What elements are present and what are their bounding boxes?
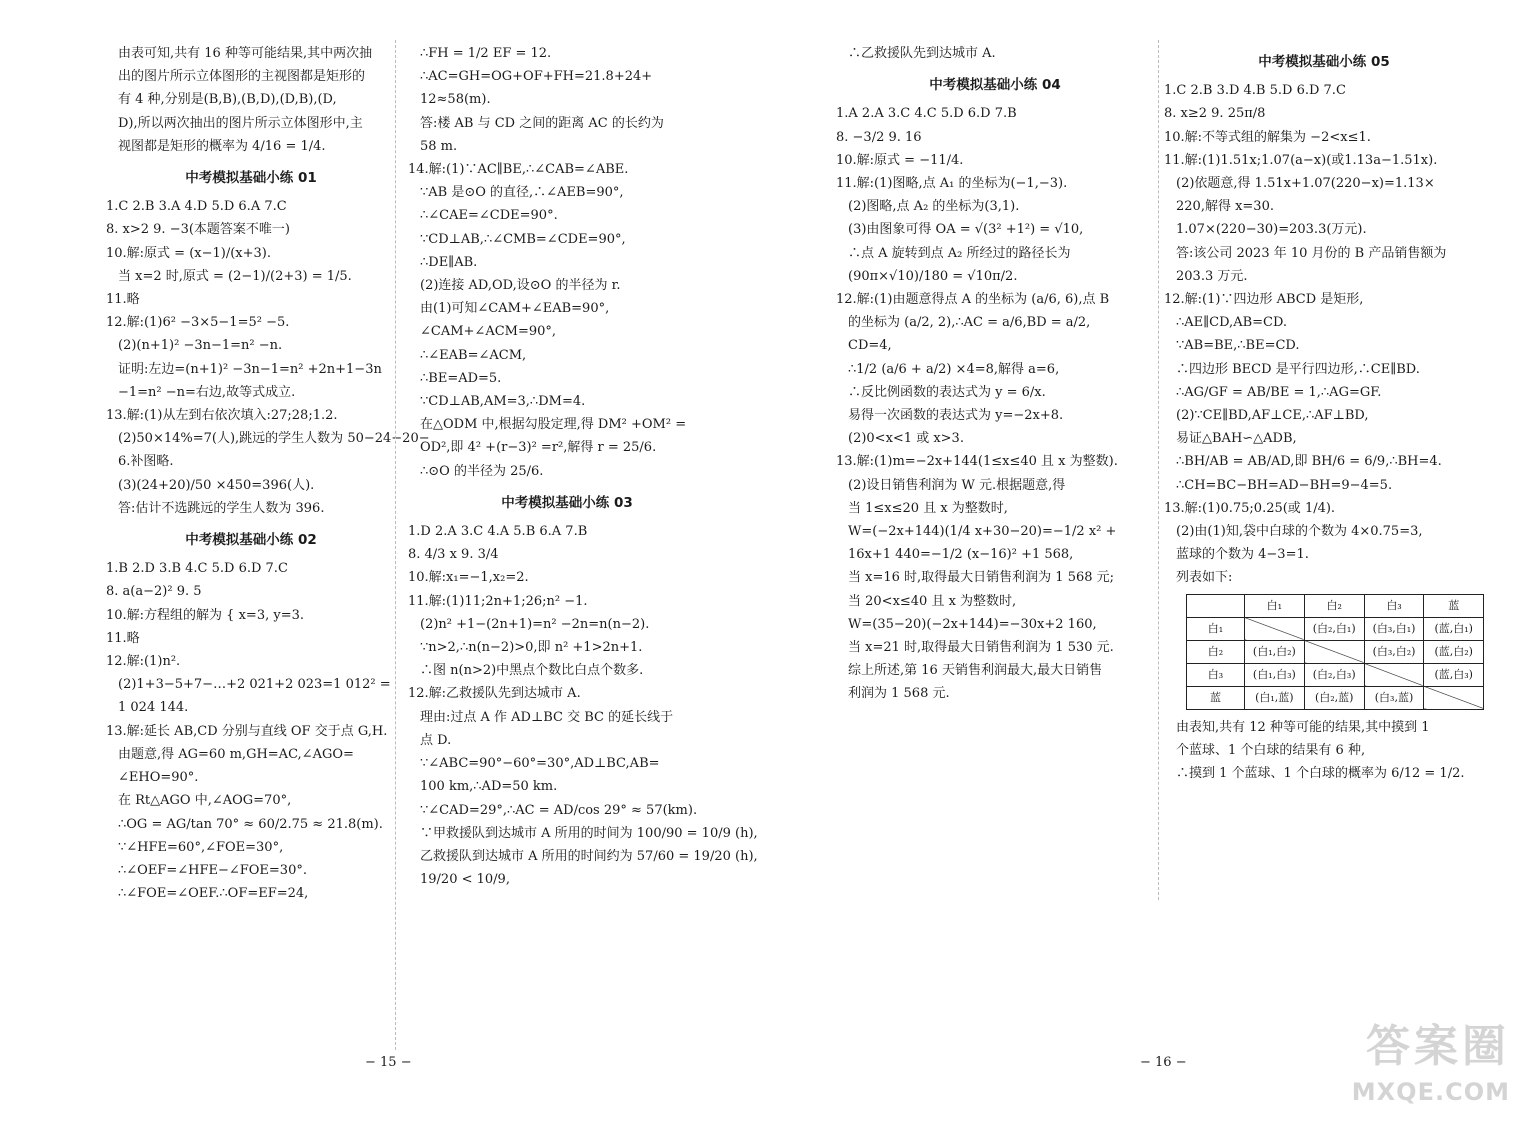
answer-line: ∴AG/GF = AB/BE = 1,∴AG=GF. <box>1176 384 1382 400</box>
watermark-url: MXQE.COM <box>1351 1078 1510 1106</box>
answer-line: D),所以两次抽出的图片所示立体图形中,主 <box>118 115 363 131</box>
answer-line: 19/20 < 10/9, <box>420 872 510 888</box>
column-divider <box>395 40 396 1050</box>
answer-line: 12.解:(1)n². <box>106 654 181 670</box>
answer-line: 蓝球的个数为 4−3=1. <box>1176 547 1309 563</box>
answer-line: 乙救援队到达城市 A 所用的时间约为 57/60 = 19/20 (h), <box>420 848 758 864</box>
answer-line: 由(1)可知∠CAM+∠EAB=90°, <box>420 301 610 317</box>
table-cell: 白₃ <box>1187 663 1245 686</box>
answer-line: 1.A 2.A 3.C 4.C 5.D 6.D 7.B <box>836 106 1017 122</box>
answer-line: 10.解:原式 = −11/4. <box>836 152 964 168</box>
answer-line: 出的图片所示立体图形的主视图都是矩形的 <box>118 69 366 85</box>
answer-line: 11.略 <box>106 630 140 646</box>
table-header-cell: 白₂ <box>1304 594 1364 617</box>
answer-line: (2)图略,点 A₂ 的坐标为(3,1). <box>848 199 1020 215</box>
answer-line: (3)(24+20)/50 ×450=396(人). <box>118 477 315 493</box>
answer-line: 13.解:(1)从左到右依次填入:27;28;1.2. <box>106 408 338 424</box>
table-header-cell: 白₁ <box>1244 594 1304 617</box>
answer-line: 203.3 万元. <box>1176 268 1248 284</box>
page-number-16: − 16 − <box>1140 1055 1187 1070</box>
answer-line: 由表知,共有 12 种等可能的结果,其中摸到 1 <box>1176 719 1430 735</box>
answer-line: 10.解:x₁=−1,x₂=2. <box>408 570 529 586</box>
answer-line: ∴∠OEF=∠HFE−∠FOE=30°. <box>118 862 307 878</box>
answer-line: ∴AC=GH=OG+OF+FH=21.8+24+ <box>420 69 653 85</box>
answer-line: ∴反比例函数的表达式为 y = 6/x. <box>848 384 1046 400</box>
answer-line: ∴BE=AD=5. <box>420 370 502 386</box>
answer-line: 列表如下: <box>1176 570 1233 586</box>
answer-line: 11.解:(1)图略,点 A₁ 的坐标为(−1,−3). <box>836 176 1068 192</box>
answer-line: 当 x=21 时,取得最大日销售利润为 1 530 元. <box>848 640 1114 656</box>
answer-line: 11.略 <box>106 292 140 308</box>
answer-line: ∴乙救援队先到达城市 A. <box>848 46 996 61</box>
answer-line: 利润为 1 568 元. <box>848 686 950 702</box>
table-cell <box>1364 663 1424 686</box>
table-cell: (白₂,白₃) <box>1304 663 1364 686</box>
answer-line: 6.补图略. <box>118 454 174 470</box>
answer-line: ∴AE∥CD,AB=CD. <box>1176 315 1288 331</box>
answer-line: 当 x=2 时,原式 = (2−1)/(2+3) = 1/5. <box>118 268 352 284</box>
answer-line: ∵∠ABC=90°−60°=30°,AD⊥BC,AB= <box>420 756 660 772</box>
answer-line: 个蓝球、1 个白球的结果有 6 种, <box>1176 742 1366 758</box>
answer-line: 理由:过点 A 作 AD⊥BC 交 BC 的延长线于 <box>420 709 674 725</box>
answer-line: 11.解:(1)1.51x;1.07(a−x)(或1.13a−1.51x). <box>1164 152 1438 168</box>
answer-line: ∴∠FOE=∠OEF.∴OF=EF=24, <box>118 886 309 902</box>
table-cell: (白₂,蓝) <box>1304 686 1364 709</box>
table-cell <box>1244 617 1304 640</box>
answer-line: (2)n² +1−(2n+1)=n² −2n=n(n−2). <box>420 616 650 632</box>
table-cell: (白₃,白₂) <box>1364 640 1424 663</box>
answer-line: ∵AB 是⊙O 的直径,∴∠AEB=90°, <box>420 185 624 201</box>
answer-line: ∴图 n(n>2)中黑点个数比白点个数多. <box>420 663 644 679</box>
answer-line: 1 024 144. <box>118 700 189 716</box>
table-cell: 白₂ <box>1187 640 1245 663</box>
answer-line: ∴⊙O 的半径为 25/6. <box>420 463 544 479</box>
answer-line: 8. −3/2 9. 16 <box>836 129 922 145</box>
answer-line: ∴CH=BC−BH=AD−BH=9−4=5. <box>1176 477 1393 493</box>
answer-line: ∵CD⊥AB,∴∠CMB=∠CDE=90°, <box>420 231 626 247</box>
answer-line: 1.C 2.B 3.D 4.B 5.D 6.D 7.C <box>1164 83 1346 99</box>
table-header-row <box>1187 594 1484 617</box>
answer-line: OD²,即 4² +(r−3)² =r²,解得 r = 25/6. <box>420 440 657 456</box>
table-cell: (蓝,白₁) <box>1424 617 1484 640</box>
answer-line: ∵∠CAD=29°,∴AC = AD/cos 29° ≈ 57(km). <box>420 802 698 818</box>
left-column-2 <box>408 42 758 891</box>
answer-line: 12.解:(1)由题意得点 A 的坐标为 (a/6, 6),点 B <box>836 292 1110 308</box>
answer-line: 1.D 2.A 3.C 4.A 5.B 6.A 7.B <box>408 524 588 540</box>
table-row <box>1187 686 1484 709</box>
table-header-cell: 白₃ <box>1364 594 1424 617</box>
answer-line: ∴摸到 1 个蓝球、1 个白球的概率为 6/12 = 1/2. <box>1176 766 1465 782</box>
answer-line: ∠CAM+∠ACM=90°, <box>420 324 557 340</box>
answer-line: W=(−2x+144)(1/4 x+30−20)=−1/2 x² + <box>848 524 1117 540</box>
answer-line: ∴BH/AB = AB/AD,即 BH/6 = 6/9,∴BH=4. <box>1176 454 1442 470</box>
table-cell <box>1304 640 1364 663</box>
answer-line: ∵甲救援队到达城市 A 所用的时间为 100/90 = 10/9 (h), <box>420 825 758 841</box>
answer-line: (2)50×14%=7(人),跳远的学生人数为 50−24−20− <box>118 431 430 447</box>
table-cell: (白₁,白₂) <box>1244 640 1304 663</box>
answer-line: 点 D. <box>420 732 452 748</box>
answer-line: 12.解:(1)6² −3×5−1=5² −5. <box>106 315 290 331</box>
answer-line: ∴FH = 1/2 EF = 12. <box>420 46 552 61</box>
answer-line: 证明:左边=(n+1)² −3n−1=n² +2n+1−3n <box>118 361 382 377</box>
answer-line: 8. 4/3 x 9. 3/4 <box>408 547 499 563</box>
answer-line: ∵n>2,∴n(n−2)>0,即 n² +1>2n+1. <box>420 640 643 656</box>
table-cell: 白₁ <box>1187 617 1245 640</box>
answer-line: 1.C 2.B 3.A 4.D 5.D 6.A 7.C <box>106 199 287 215</box>
answer-line: ∴1/2 (a/6 + a/2) ×4=8,解得 a=6, <box>848 361 1060 377</box>
right-column-2 <box>1164 42 1484 785</box>
answer-line: ∴OG = AG/tan 70° ≈ 60/2.75 ≈ 21.8(m). <box>118 816 383 832</box>
answer-line: 14.解:(1)∵AC∥BE,∴∠CAB=∠ABE. <box>408 162 629 178</box>
answer-line: 的坐标为 (a/2, 2),∴AC = a/6,BD = a/2, <box>848 315 1091 331</box>
table-row <box>1187 617 1484 640</box>
answer-line: 1.B 2.D 3.B 4.C 5.D 6.D 7.C <box>106 561 288 577</box>
answer-line: 10.解:方程组的解为 { x=3, y=3. <box>106 607 304 623</box>
table-row <box>1187 663 1484 686</box>
left-column-1 <box>106 42 430 905</box>
answer-line: 13.解:(1)0.75;0.25(或 1/4). <box>1164 500 1336 516</box>
answer-line: 13.解:延长 AB,CD 分别与直线 OF 交于点 G,H. <box>106 723 388 739</box>
answer-line: (2)1+3−5+7−…+2 021+2 023=1 012² = <box>118 677 391 693</box>
watermark-text: 答案圈 <box>1366 1021 1510 1072</box>
answer-line: 综上所述,第 16 天销售利润最大,最大日销售 <box>848 663 1103 679</box>
answer-line: ∴点 A 旋转到点 A₂ 所经过的路径长为 <box>848 245 1071 261</box>
answer-line: ∵CD⊥AB,AM=3,∴DM=4. <box>420 394 586 410</box>
answer-line: (90π×√10)/180 = √10π/2. <box>848 268 1018 284</box>
right-page <box>768 0 1536 1130</box>
section-heading: 中考模拟基础小练 05 <box>1258 54 1390 70</box>
answer-line: ∵AB=BE,∴BE=CD. <box>1176 338 1300 354</box>
table-cell <box>1424 686 1484 709</box>
answer-line: 易证△BAH∽△ADB, <box>1176 431 1297 447</box>
answer-line: 13.解:(1)m=−2x+144(1≤x≤40 且 x 为整数). <box>836 454 1118 470</box>
answer-line: ∴四边形 BECD 是平行四边形,∴CE∥BD. <box>1176 361 1420 377</box>
answer-line: W=(35−20)(−2x+144)=−30x+2 160, <box>848 616 1097 632</box>
answer-line: 由题意,得 AG=60 m,GH=AC,∠AGO= <box>118 746 354 762</box>
section-heading: 中考模拟基础小练 04 <box>929 77 1061 94</box>
answer-line: 11.解:(1)11;2n+1;26;n² −1. <box>408 593 588 609</box>
section-heading: 中考模拟基础小练 02 <box>185 532 317 549</box>
table-cell: (蓝,白₂) <box>1424 640 1484 663</box>
answer-line: 由表可知,共有 16 种等可能结果,其中两次抽 <box>118 46 373 61</box>
answer-line: 12≈58(m). <box>420 92 491 108</box>
table-cell: (白₁,蓝) <box>1244 686 1304 709</box>
answer-line: 在 Rt△AGO 中,∠AOG=70°, <box>118 793 292 809</box>
answer-line: 8. a(a−2)² 9. 5 <box>106 584 202 600</box>
table-cell: (白₃,白₁) <box>1364 617 1424 640</box>
answer-line: 答:该公司 2023 年 10 月份的 B 产品销售额为 <box>1176 245 1447 261</box>
answer-line: 16x+1 440=−1/2 (x−16)² +1 568, <box>848 547 1074 563</box>
probability-table <box>1186 594 1484 710</box>
answer-line: 在△ODM 中,根据勾股定理,得 DM² +OM² = <box>420 417 687 433</box>
section-heading: 中考模拟基础小练 01 <box>185 170 317 187</box>
answer-line: 8. x>2 9. −3(本题答案不唯一) <box>106 222 291 238</box>
table-cell: (白₁,白₃) <box>1244 663 1304 686</box>
answer-line: (2)连接 AD,OD,设⊙O 的半径为 r. <box>420 278 621 294</box>
table-cell: (蓝,白₃) <box>1424 663 1484 686</box>
answer-line: (2)依题意,得 1.51x+1.07(220−x)=1.13× <box>1176 176 1435 192</box>
answer-line: 易得一次函数的表达式为 y=−2x+8. <box>848 408 1064 424</box>
answer-line: −1=n² −n=右边,故等式成立. <box>118 384 296 400</box>
answer-line: ∴DE∥AB. <box>420 254 478 270</box>
answer-line: ∴∠EAB=∠ACM, <box>420 347 527 363</box>
answer-line: 答:估计不选跳远的学生人数为 396. <box>118 500 325 516</box>
table-header-cell <box>1187 594 1245 617</box>
answer-line: 8. x≥2 9. 25π/8 <box>1164 106 1266 122</box>
answer-line: 当 20<x≤40 且 x 为整数时, <box>848 593 1017 609</box>
right-column-1 <box>836 42 1154 706</box>
column-divider-right <box>1158 40 1159 900</box>
table-header-cell: 蓝 <box>1424 594 1484 617</box>
table-cell: (白₃,蓝) <box>1364 686 1424 709</box>
table-row <box>1187 640 1484 663</box>
answer-line: 10.解:原式 = (x−1)/(x+3). <box>106 245 272 261</box>
answer-line: 视图都是矩形的概率为 4/16 = 1/4. <box>118 138 326 154</box>
answer-line: CD=4, <box>848 338 892 354</box>
answer-line: (2)由(1)知,袋中白球的个数为 4×0.75=3, <box>1176 524 1423 540</box>
answer-line: 当 x=16 时,取得最大日销售利润为 1 568 元; <box>848 570 1115 586</box>
answer-line: ∠EHO=90°. <box>118 770 199 786</box>
answer-line: (2)(n+1)² −3n−1=n² −n. <box>118 338 283 354</box>
answer-line: 有 4 种,分别是(B,B),(B,D),(D,B),(D, <box>118 92 337 108</box>
answer-line: 12.解:(1)∵四边形 ABCD 是矩形, <box>1164 292 1364 308</box>
table-cell: 蓝 <box>1187 686 1245 709</box>
answer-line: 当 1≤x≤20 且 x 为整数时, <box>848 500 1008 516</box>
answer-line: ∵∠HFE=60°,∠FOE=30°, <box>118 839 284 855</box>
answer-line: 1.07×(220−30)=203.3(万元). <box>1176 222 1367 238</box>
answer-line: 100 km,∴AD=50 km. <box>420 779 558 795</box>
answer-line: (2)设日销售利润为 W 元.根据题意,得 <box>848 477 1066 493</box>
page-number-15: − 15 − <box>365 1055 412 1070</box>
answer-line: 10.解:不等式组的解集为 −2<x≤1. <box>1164 129 1371 145</box>
answer-line: 58 m. <box>420 138 458 154</box>
section-heading: 中考模拟基础小练 03 <box>501 494 633 511</box>
answer-line: 答:楼 AB 与 CD 之间的距离 AC 的长约为 <box>420 115 664 131</box>
answer-line: (2)∵CE∥BD,AF⊥CE,∴AF⊥BD, <box>1176 408 1369 424</box>
answer-line: ∴∠CAE=∠CDE=90°. <box>420 208 558 224</box>
answer-line: 12.解:乙救援队先到达城市 A. <box>408 686 581 702</box>
table-cell: (白₂,白₁) <box>1304 617 1364 640</box>
answer-line: (2)0<x<1 或 x>3. <box>848 431 964 447</box>
answer-line: 220,解得 x=30. <box>1176 199 1274 215</box>
watermark-logo <box>1268 1010 1518 1110</box>
answer-line: (3)由图象可得 OA = √(3² +1²) = √10, <box>848 222 1084 238</box>
